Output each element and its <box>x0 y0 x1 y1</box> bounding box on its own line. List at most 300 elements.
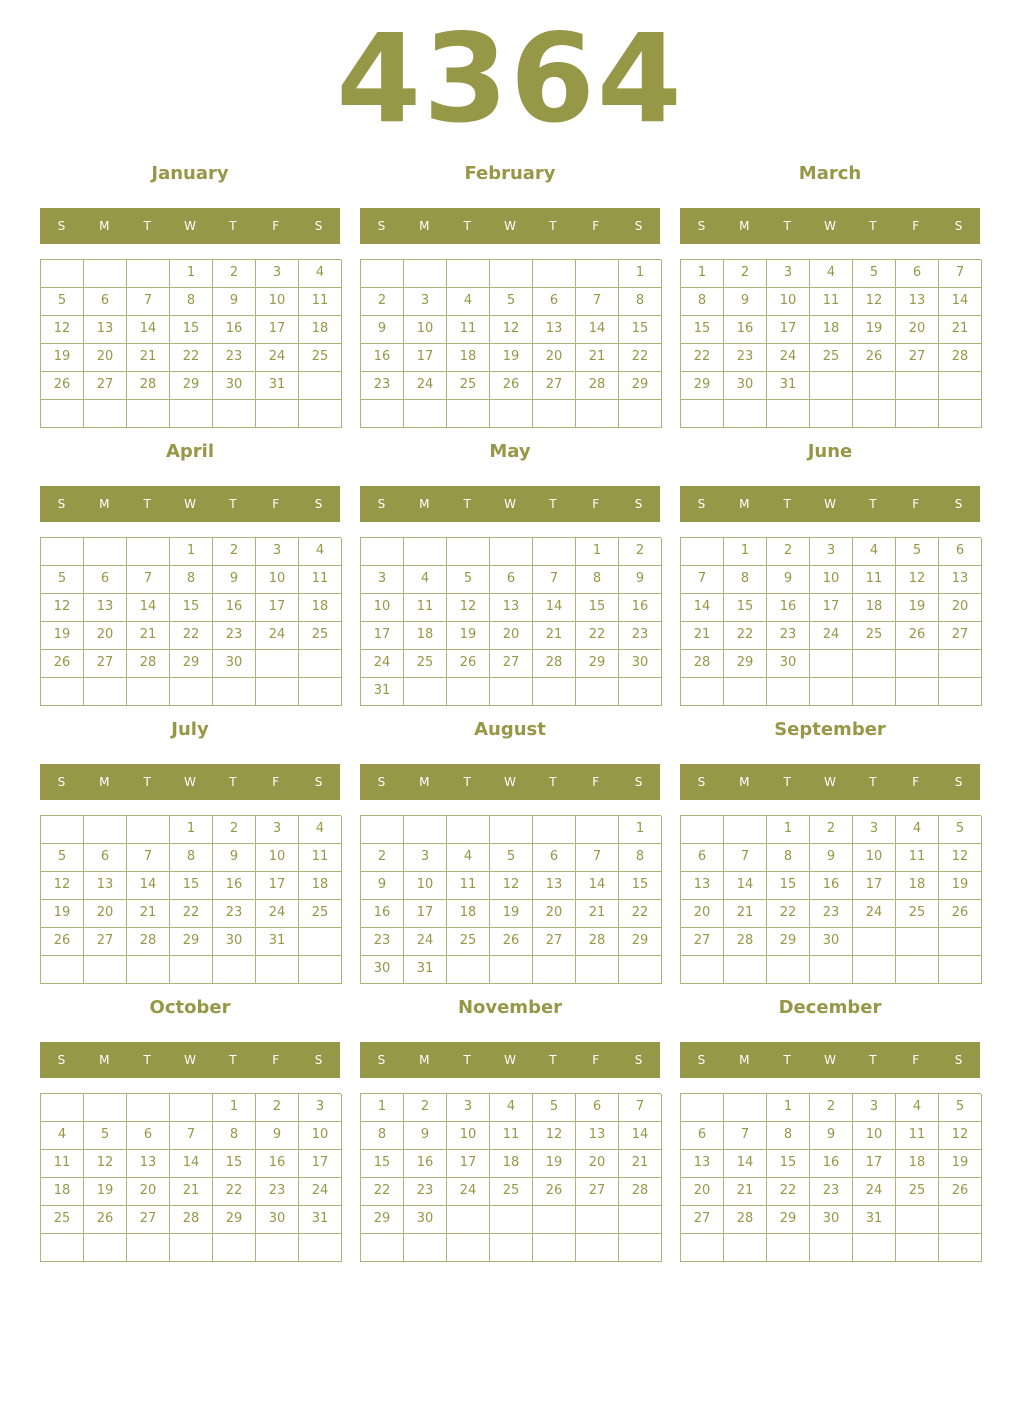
weekday-label: S <box>697 219 706 233</box>
day-cell: 12 <box>41 594 84 622</box>
day-cell: 12 <box>490 872 533 900</box>
empty-cell <box>213 678 256 706</box>
weekday-label: F <box>912 497 920 511</box>
day-cell: 17 <box>404 344 447 372</box>
day-cell: 11 <box>896 1122 939 1150</box>
day-cell: 13 <box>939 566 982 594</box>
weekday-label: M <box>419 219 430 233</box>
day-cell: 29 <box>767 1206 810 1234</box>
weekday-label: T <box>869 497 877 511</box>
day-cell: 14 <box>127 594 170 622</box>
day-cell: 8 <box>170 566 213 594</box>
day-cell: 26 <box>939 1178 982 1206</box>
day-cell: 10 <box>404 872 447 900</box>
day-cell: 18 <box>299 594 342 622</box>
weekday-label: S <box>57 219 66 233</box>
empty-cell <box>127 400 170 428</box>
empty-cell <box>41 1094 84 1122</box>
empty-cell <box>84 678 127 706</box>
day-cell: 2 <box>213 538 256 566</box>
day-cell: 13 <box>681 872 724 900</box>
day-cell: 2 <box>256 1094 299 1122</box>
day-cell: 27 <box>533 928 576 956</box>
day-cell: 4 <box>853 538 896 566</box>
weekday-header <box>680 486 980 522</box>
day-cell: 2 <box>810 1094 853 1122</box>
weekday-label: S <box>697 497 706 511</box>
day-cell: 19 <box>84 1178 127 1206</box>
day-cell: 18 <box>404 622 447 650</box>
empty-cell <box>447 816 490 844</box>
day-cell: 15 <box>576 594 619 622</box>
empty-cell <box>810 678 853 706</box>
day-cell: 24 <box>361 650 404 678</box>
empty-cell <box>299 372 342 400</box>
empty-cell <box>299 956 342 984</box>
day-cell: 25 <box>447 372 490 400</box>
day-cell: 22 <box>767 900 810 928</box>
day-cell: 14 <box>576 872 619 900</box>
day-cell: 14 <box>939 288 982 316</box>
day-grid <box>680 815 981 984</box>
day-cell: 2 <box>724 260 767 288</box>
day-cell: 22 <box>170 344 213 372</box>
weekday-label: F <box>592 1053 600 1067</box>
day-cell: 4 <box>404 566 447 594</box>
weekday-label: W <box>504 1053 516 1067</box>
day-cell: 29 <box>361 1206 404 1234</box>
day-cell: 8 <box>767 844 810 872</box>
day-cell: 31 <box>361 678 404 706</box>
day-cell: 11 <box>299 288 342 316</box>
day-cell: 5 <box>41 844 84 872</box>
weekday-label: T <box>229 219 237 233</box>
day-cell: 28 <box>576 372 619 400</box>
day-cell: 9 <box>361 316 404 344</box>
day-cell: 12 <box>447 594 490 622</box>
day-cell: 5 <box>41 288 84 316</box>
empty-cell <box>447 1234 490 1262</box>
day-cell: 13 <box>127 1150 170 1178</box>
month-name: June <box>807 441 853 462</box>
empty-cell <box>490 816 533 844</box>
weekday-label: W <box>504 775 516 789</box>
day-cell: 23 <box>767 622 810 650</box>
day-cell: 24 <box>256 900 299 928</box>
day-grid <box>40 259 341 428</box>
day-cell: 28 <box>127 928 170 956</box>
day-cell: 16 <box>361 900 404 928</box>
day-cell: 23 <box>256 1178 299 1206</box>
day-cell: 20 <box>939 594 982 622</box>
day-grid <box>680 259 981 428</box>
day-cell: 3 <box>447 1094 490 1122</box>
day-cell: 9 <box>213 566 256 594</box>
day-cell: 23 <box>213 900 256 928</box>
empty-cell <box>810 372 853 400</box>
empty-cell <box>724 956 767 984</box>
empty-cell <box>127 260 170 288</box>
weekday-label: M <box>419 1053 430 1067</box>
empty-cell <box>853 400 896 428</box>
month-name: December <box>778 997 882 1018</box>
day-cell: 27 <box>681 1206 724 1234</box>
day-cell: 13 <box>84 872 127 900</box>
day-cell: 9 <box>256 1122 299 1150</box>
day-cell: 21 <box>939 316 982 344</box>
empty-cell <box>939 372 982 400</box>
weekday-label: M <box>739 775 750 789</box>
empty-cell <box>170 1094 213 1122</box>
day-cell: 9 <box>767 566 810 594</box>
day-cell: 14 <box>533 594 576 622</box>
empty-cell <box>939 400 982 428</box>
weekday-label: S <box>954 497 963 511</box>
empty-cell <box>299 400 342 428</box>
empty-cell <box>41 260 84 288</box>
weekday-label: S <box>377 219 386 233</box>
day-cell: 31 <box>256 372 299 400</box>
day-cell: 22 <box>724 622 767 650</box>
empty-cell <box>41 956 84 984</box>
weekday-label: W <box>184 219 196 233</box>
day-cell: 30 <box>404 1206 447 1234</box>
day-cell: 19 <box>853 316 896 344</box>
day-cell: 5 <box>896 538 939 566</box>
day-cell: 6 <box>576 1094 619 1122</box>
weekday-label: M <box>739 219 750 233</box>
empty-cell <box>127 538 170 566</box>
day-cell: 2 <box>213 816 256 844</box>
weekday-header <box>360 764 660 800</box>
empty-cell <box>404 816 447 844</box>
empty-cell <box>810 400 853 428</box>
day-cell: 7 <box>576 288 619 316</box>
day-cell: 15 <box>767 1150 810 1178</box>
day-cell: 19 <box>41 622 84 650</box>
day-cell: 13 <box>576 1122 619 1150</box>
day-cell: 21 <box>127 900 170 928</box>
day-cell: 6 <box>896 260 939 288</box>
day-cell: 22 <box>767 1178 810 1206</box>
empty-cell <box>576 400 619 428</box>
day-cell: 14 <box>619 1122 662 1150</box>
day-cell: 11 <box>447 872 490 900</box>
weekday-label: W <box>504 497 516 511</box>
empty-cell <box>490 1206 533 1234</box>
day-cell: 13 <box>84 316 127 344</box>
day-cell: 28 <box>724 928 767 956</box>
day-cell: 29 <box>170 372 213 400</box>
empty-cell <box>896 678 939 706</box>
day-cell: 5 <box>533 1094 576 1122</box>
day-cell: 7 <box>724 1122 767 1150</box>
empty-cell <box>490 1234 533 1262</box>
weekday-label: M <box>419 497 430 511</box>
empty-cell <box>256 400 299 428</box>
weekday-label: W <box>184 1053 196 1067</box>
day-cell: 14 <box>724 1150 767 1178</box>
day-cell: 10 <box>256 288 299 316</box>
day-cell: 11 <box>299 844 342 872</box>
weekday-label: S <box>954 1053 963 1067</box>
empty-cell <box>361 1234 404 1262</box>
day-cell: 15 <box>767 872 810 900</box>
month-name: November <box>457 997 563 1018</box>
day-cell: 28 <box>724 1206 767 1234</box>
empty-cell <box>490 956 533 984</box>
empty-cell <box>619 678 662 706</box>
empty-cell <box>853 1234 896 1262</box>
empty-cell <box>84 1234 127 1262</box>
empty-cell <box>299 650 342 678</box>
day-cell: 8 <box>361 1122 404 1150</box>
day-cell: 9 <box>810 844 853 872</box>
month-name: July <box>171 719 209 740</box>
empty-cell <box>853 372 896 400</box>
day-cell: 26 <box>896 622 939 650</box>
day-cell: 19 <box>939 1150 982 1178</box>
month-september <box>680 718 980 984</box>
weekday-label: T <box>549 219 557 233</box>
day-cell: 7 <box>170 1122 213 1150</box>
day-cell: 17 <box>767 316 810 344</box>
day-cell: 30 <box>810 928 853 956</box>
day-cell: 27 <box>84 372 127 400</box>
day-cell: 30 <box>213 650 256 678</box>
day-cell: 13 <box>681 1150 724 1178</box>
weekday-label: F <box>272 497 280 511</box>
empty-cell <box>84 538 127 566</box>
day-cell: 30 <box>213 372 256 400</box>
weekday-label: S <box>314 1053 323 1067</box>
day-cell: 29 <box>170 928 213 956</box>
day-cell: 20 <box>533 344 576 372</box>
day-cell: 21 <box>619 1150 662 1178</box>
day-cell: 23 <box>213 622 256 650</box>
empty-cell <box>724 400 767 428</box>
weekday-label: T <box>143 775 151 789</box>
empty-cell <box>170 956 213 984</box>
day-cell: 10 <box>256 566 299 594</box>
empty-cell <box>619 1234 662 1262</box>
day-grid <box>360 1093 661 1262</box>
day-cell: 4 <box>896 816 939 844</box>
day-cell: 25 <box>41 1206 84 1234</box>
empty-cell <box>404 400 447 428</box>
day-cell: 2 <box>404 1094 447 1122</box>
day-cell: 1 <box>170 260 213 288</box>
day-cell: 7 <box>619 1094 662 1122</box>
day-cell: 6 <box>84 566 127 594</box>
day-cell: 4 <box>896 1094 939 1122</box>
day-cell: 31 <box>299 1206 342 1234</box>
day-cell: 24 <box>404 928 447 956</box>
weekday-header <box>40 764 340 800</box>
day-cell: 22 <box>361 1178 404 1206</box>
day-cell: 20 <box>896 316 939 344</box>
day-cell: 31 <box>404 956 447 984</box>
empty-cell <box>939 1206 982 1234</box>
weekday-label: S <box>954 775 963 789</box>
day-cell: 18 <box>810 316 853 344</box>
day-cell: 19 <box>447 622 490 650</box>
day-cell: 5 <box>84 1122 127 1150</box>
day-cell: 29 <box>619 928 662 956</box>
day-cell: 15 <box>361 1150 404 1178</box>
weekday-label: S <box>634 775 643 789</box>
day-cell: 15 <box>619 316 662 344</box>
day-cell: 1 <box>681 260 724 288</box>
weekday-label: M <box>419 775 430 789</box>
empty-cell <box>299 678 342 706</box>
day-cell: 4 <box>299 260 342 288</box>
empty-cell <box>84 956 127 984</box>
empty-cell <box>619 400 662 428</box>
day-cell: 18 <box>853 594 896 622</box>
day-grid <box>40 537 341 706</box>
weekday-label: T <box>869 219 877 233</box>
day-cell: 25 <box>447 928 490 956</box>
day-cell: 9 <box>361 872 404 900</box>
empty-cell <box>41 400 84 428</box>
day-cell: 10 <box>299 1122 342 1150</box>
day-cell: 22 <box>619 344 662 372</box>
day-cell: 11 <box>896 844 939 872</box>
empty-cell <box>939 928 982 956</box>
weekday-label: S <box>57 1053 66 1067</box>
day-cell: 10 <box>810 566 853 594</box>
weekday-label: M <box>99 775 110 789</box>
day-cell: 7 <box>939 260 982 288</box>
empty-cell <box>41 1234 84 1262</box>
day-cell: 3 <box>767 260 810 288</box>
weekday-header <box>680 1042 980 1078</box>
weekday-label: M <box>99 497 110 511</box>
day-cell: 18 <box>447 344 490 372</box>
day-cell: 18 <box>447 900 490 928</box>
day-cell: 21 <box>724 1178 767 1206</box>
weekday-label: S <box>634 1053 643 1067</box>
day-cell: 9 <box>213 288 256 316</box>
month-january <box>40 162 340 428</box>
weekday-label: T <box>463 1053 471 1067</box>
weekday-label: S <box>954 219 963 233</box>
weekday-label: T <box>783 1053 791 1067</box>
empty-cell <box>576 816 619 844</box>
day-cell: 23 <box>361 928 404 956</box>
day-cell: 6 <box>533 844 576 872</box>
empty-cell <box>533 816 576 844</box>
weekday-label: F <box>272 1053 280 1067</box>
month-name: October <box>149 997 231 1018</box>
day-cell: 1 <box>619 260 662 288</box>
day-cell: 1 <box>767 816 810 844</box>
day-cell: 9 <box>213 844 256 872</box>
year-title: 4364 <box>336 8 684 150</box>
day-cell: 9 <box>404 1122 447 1150</box>
day-cell: 2 <box>361 844 404 872</box>
empty-cell <box>853 928 896 956</box>
empty-cell <box>256 678 299 706</box>
day-cell: 24 <box>810 622 853 650</box>
day-cell: 24 <box>447 1178 490 1206</box>
empty-cell <box>127 678 170 706</box>
empty-cell <box>447 956 490 984</box>
day-cell: 14 <box>127 872 170 900</box>
day-cell: 16 <box>619 594 662 622</box>
day-cell: 30 <box>810 1206 853 1234</box>
day-cell: 26 <box>84 1206 127 1234</box>
day-cell: 20 <box>681 900 724 928</box>
day-cell: 26 <box>533 1178 576 1206</box>
day-cell: 8 <box>724 566 767 594</box>
day-cell: 30 <box>213 928 256 956</box>
day-cell: 20 <box>533 900 576 928</box>
day-cell: 5 <box>853 260 896 288</box>
day-cell: 16 <box>213 872 256 900</box>
day-cell: 27 <box>127 1206 170 1234</box>
day-cell: 12 <box>853 288 896 316</box>
day-cell: 28 <box>127 650 170 678</box>
day-cell: 18 <box>896 872 939 900</box>
day-cell: 28 <box>127 372 170 400</box>
empty-cell <box>576 1234 619 1262</box>
day-cell: 7 <box>533 566 576 594</box>
day-cell: 8 <box>213 1122 256 1150</box>
day-cell: 25 <box>404 650 447 678</box>
day-cell: 13 <box>896 288 939 316</box>
day-cell: 5 <box>490 288 533 316</box>
empty-cell <box>896 372 939 400</box>
weekday-label: F <box>592 775 600 789</box>
weekday-label: W <box>824 1053 836 1067</box>
empty-cell <box>299 1234 342 1262</box>
day-cell: 7 <box>127 288 170 316</box>
empty-cell <box>127 956 170 984</box>
empty-cell <box>896 956 939 984</box>
empty-cell <box>767 956 810 984</box>
day-cell: 10 <box>256 844 299 872</box>
day-cell: 3 <box>404 288 447 316</box>
weekday-label: T <box>463 219 471 233</box>
weekday-label: T <box>143 219 151 233</box>
empty-cell <box>896 1206 939 1234</box>
day-cell: 3 <box>256 816 299 844</box>
day-cell: 16 <box>213 316 256 344</box>
day-cell: 19 <box>490 900 533 928</box>
day-cell: 26 <box>853 344 896 372</box>
weekday-label: W <box>504 219 516 233</box>
empty-cell <box>724 678 767 706</box>
month-name: August <box>474 719 546 740</box>
empty-cell <box>447 678 490 706</box>
day-cell: 14 <box>724 872 767 900</box>
empty-cell <box>681 678 724 706</box>
empty-cell <box>681 1094 724 1122</box>
empty-cell <box>361 538 404 566</box>
month-july <box>40 718 340 984</box>
day-cell: 21 <box>576 344 619 372</box>
day-cell: 29 <box>767 928 810 956</box>
day-cell: 18 <box>299 872 342 900</box>
day-cell: 18 <box>490 1150 533 1178</box>
month-october <box>40 996 340 1262</box>
day-cell: 30 <box>619 650 662 678</box>
month-name: September <box>774 719 886 740</box>
day-cell: 7 <box>576 844 619 872</box>
day-cell: 2 <box>361 288 404 316</box>
